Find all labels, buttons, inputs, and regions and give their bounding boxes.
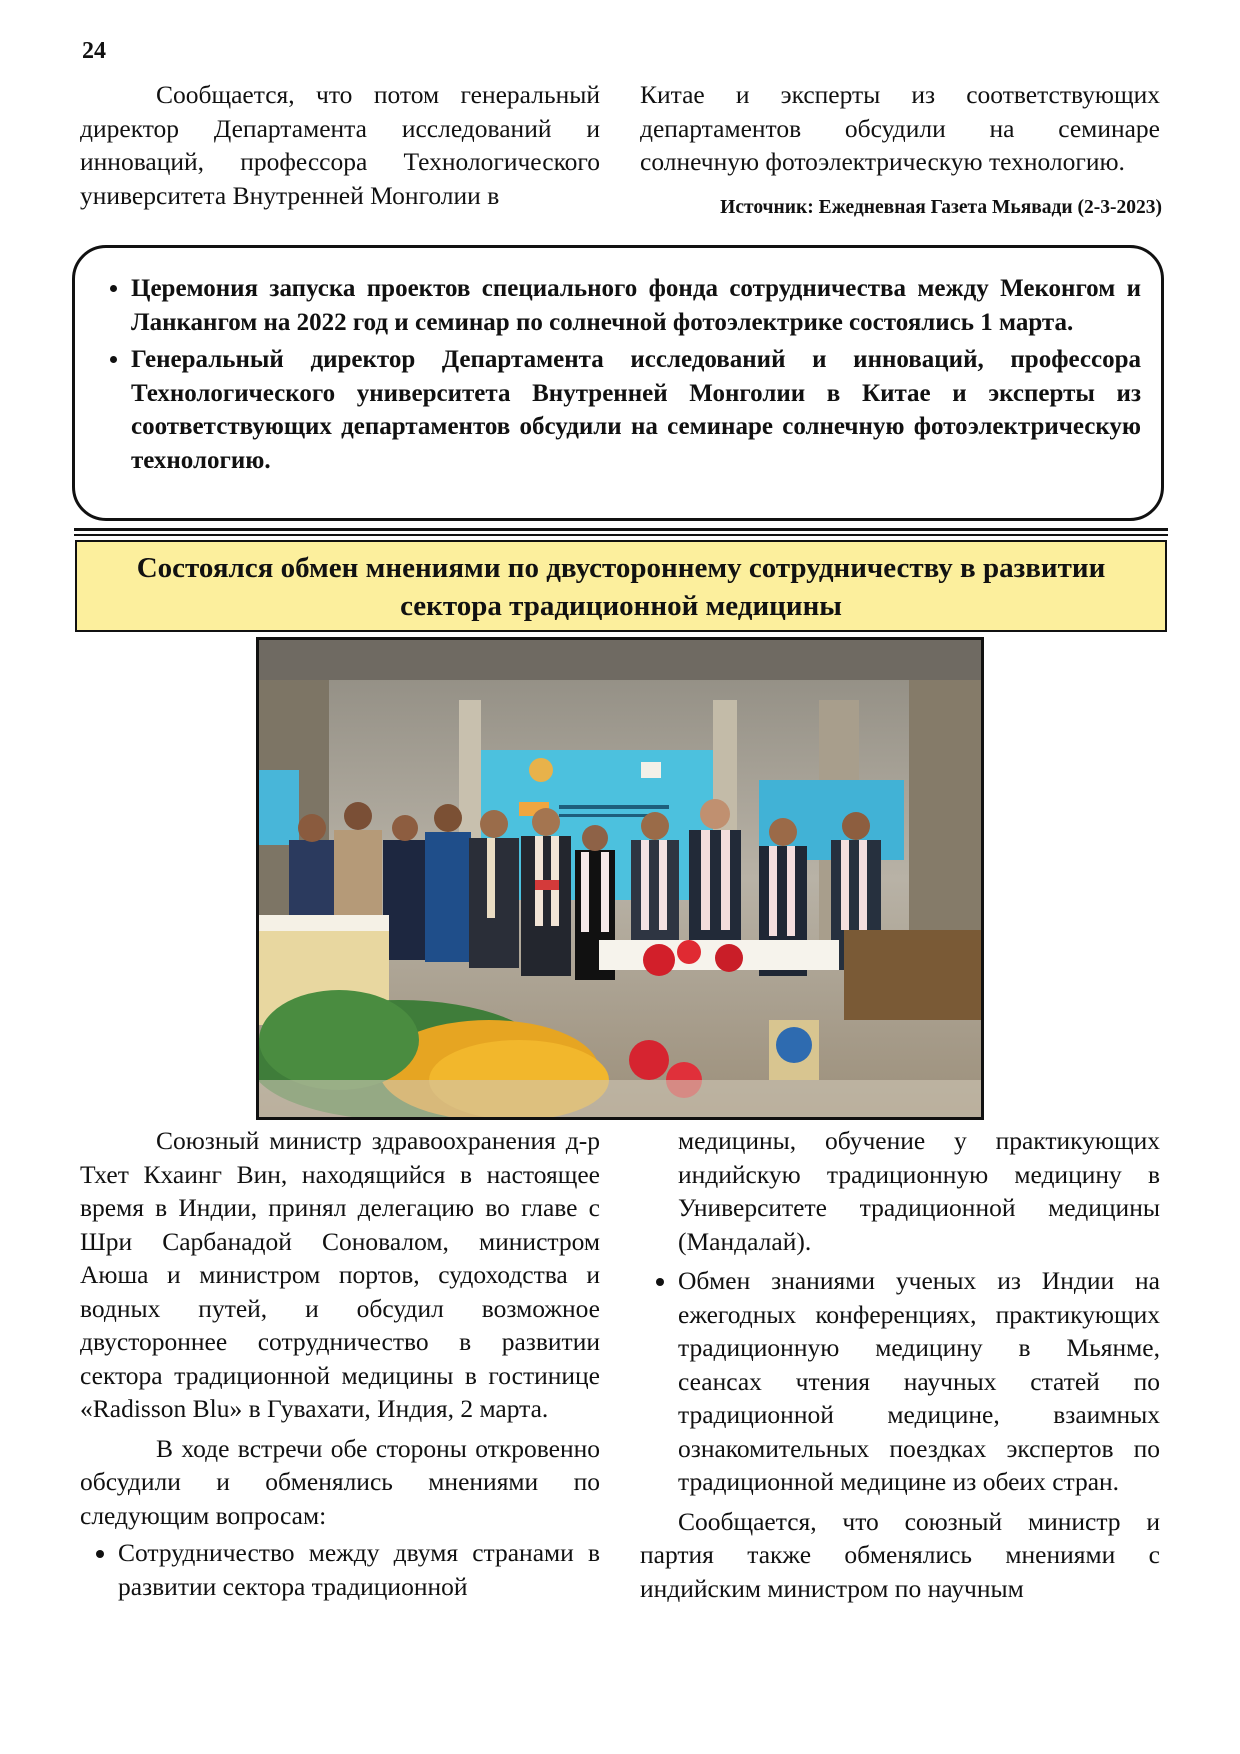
article-bullet: • Сотрудничество между двумя странами в развитии сектора традиционной	[118, 1536, 600, 1603]
meeting-photo	[256, 637, 984, 1120]
headline-line1: Состоялся обмен мнениями по двустороннему сотрудничеству в развитии	[136, 552, 1106, 584]
headline-line2: сектора традиционной медицины	[400, 590, 842, 622]
page-number: 24	[82, 38, 106, 64]
summary-item: • Генеральный директор Департамента исследований и инноваций, профессора Технологического университета Внутренней Монголии в Китае и эксперты из соответствующих департаментов обсудили на семинаре солнечную фотоэлектрическую технологию.	[131, 343, 1141, 477]
top-article-col1	[80, 78, 600, 212]
divider-thin	[74, 534, 1168, 536]
source-line: Источник: Ежедневная Газета Мьявади (2-3-2023)	[720, 197, 1162, 218]
top-article-paragraph-cont: Китае и эксперты из соответствующих департаментов обсудили на семинаре солнечную фотоэлектрическую технологию.	[640, 80, 1160, 176]
article-bullet-cont: медицины, обучение у практикующих индийскую традиционную медицину в Университете традиционной медицины (Мандалай).	[678, 1126, 1160, 1256]
conference-banner-icon	[529, 758, 553, 782]
divider-thick	[74, 528, 1168, 531]
article-paragraph: Союзный министр здравоохранения д-р Тхет Кхаинг Вин, находящийся в настоящее время в Индии, принял делегацию во главе с Шри Сарбанадой Соновалом, министром Аюша и министром портов, судоходства и водных путей, и обсудил возможное двустороннее сотрудничество в развитии сектора традиционной медицины в гостинице «Radisson Blu» в Гувахати, Индия, 2 марта.	[80, 1126, 600, 1423]
top-article-paragraph: Сообщается, что потом генеральный директор Департамента исследований и инноваций, профессора Технологического университета Внутренней Монголии в	[80, 80, 600, 210]
meeting-photo-illustration	[259, 640, 981, 1117]
article-bullet: • Обмен знаниями ученых из Индии на ежегодных конференциях, практикующих традиционную медицину в Мьянме, сеансах чтения научных статей по традиционной медицине, взаимных ознакомительных поездках экспертов по традиционной медицине из обеих стран.	[678, 1264, 1160, 1499]
article-col2	[640, 1124, 1160, 1605]
summary-box	[72, 245, 1164, 521]
article-paragraph: Сообщается, что союзный министр и партия также обменялись мнениями с индийским министром по научным	[640, 1506, 1160, 1603]
article-col1	[80, 1124, 600, 1603]
headline	[75, 540, 1167, 632]
summary-item: • Церемония запуска проектов специального фонда сотрудничества между Меконгом и Ланкангом на 2022 год и семинар по солнечной фотоэлектрике состоялись 1 марта.	[131, 272, 1141, 339]
article-paragraph: В ходе встречи обе стороны откровенно обсудили и обменялись мнениями по следующим вопросам:	[80, 1433, 600, 1530]
top-article-col2	[640, 78, 1160, 179]
